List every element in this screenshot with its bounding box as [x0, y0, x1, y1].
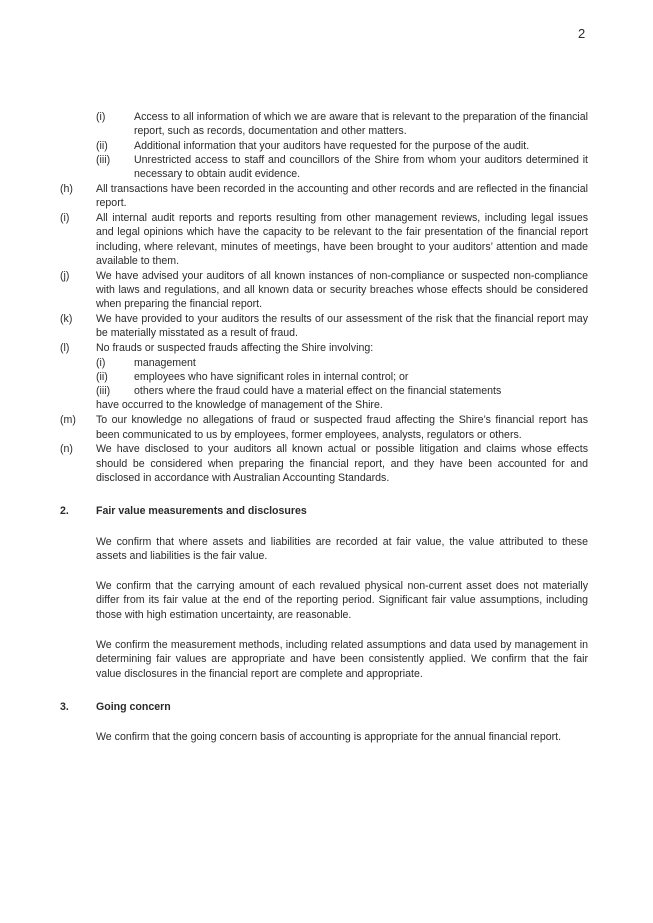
section-number: 2.	[60, 505, 69, 518]
subitem-number: (i)	[96, 356, 106, 369]
item-text: To our knowledge no allegations of fraud or suspected fraud affecting the Shire’s financial report has been communicated to us by employees, former employees, analysts, regulators or others.	[96, 414, 588, 441]
section-heading-fair-value	[60, 504, 588, 518]
subitem	[96, 356, 588, 370]
subitem-text: employees who have significant roles in internal control; or	[134, 370, 409, 383]
subitem-number: (i)	[96, 111, 106, 123]
item-tail-text: have occurred to the knowledge of management of the Shire.	[96, 399, 383, 412]
list-item-m	[60, 413, 588, 442]
item-text: We have disclosed to your auditors all known actual or possible litigation and claims whose effects should be considered when preparing the financial report, and they have been accounted for and disclosed in accordance with Australian Accounting Standards.	[96, 443, 588, 484]
section-title: Going concern	[96, 700, 171, 713]
subitem	[96, 139, 588, 153]
section-number: 3.	[60, 700, 69, 713]
item-label: (k)	[60, 313, 73, 326]
subitem	[96, 384, 588, 398]
item-text: All internal audit reports and reports resulting from other management reviews, including legal issues and legal opinions which have the capacity to be relevant to the fair presentation of the financial report including, where relevant, minutes of meetings, have been brought to your auditors’ attention and made available to them.	[96, 212, 588, 267]
item-text: No frauds or suspected frauds affecting the Shire involving:	[96, 342, 374, 355]
paragraph: We confirm that the carrying amount of each revalued physical non-current asset does not materially differ from its fair value at the end of the reporting period. Significant fair value assumptions, including those with high estimation uncertainty, are reasonable.	[96, 580, 588, 621]
item-label: (h)	[60, 182, 73, 195]
item-label: (j)	[60, 269, 70, 282]
subitem-text: Additional information that your auditors have requested for the purpose of the audit.	[134, 139, 530, 152]
subitem-number: (iii)	[96, 153, 111, 166]
subitem-number: (iii)	[96, 385, 111, 398]
subitem	[96, 153, 588, 182]
item-text: All transactions have been recorded in the accounting and other records and are reflected in the financial report.	[96, 182, 588, 210]
document-body	[60, 110, 588, 744]
section-title: Fair value measurements and disclosures	[96, 505, 307, 518]
subitem-text: management	[134, 356, 196, 369]
list-item-l	[60, 341, 588, 412]
subitem-text: Access to all information of which we are aware that is relevant to the preparation of the financial report, such as records, documentation and other matters.	[134, 111, 588, 138]
list-item-j	[60, 269, 588, 312]
item-label: (m)	[60, 414, 76, 427]
item-text: We have provided to your auditors the results of our assessment of the risk that the financial report may be materially misstated as a result of fraud.	[96, 313, 588, 340]
subitem-number: (ii)	[96, 139, 108, 152]
subitem-text: others where the fraud could have a material effect on the financial statements	[134, 385, 502, 398]
list-item-n	[60, 442, 588, 485]
item-label: (i)	[60, 212, 70, 225]
subitem-text: Unrestricted access to staff and councillors of the Shire from whom your auditors determined it necessary to obtain audit evidence.	[134, 153, 588, 181]
paragraph: We confirm the measurement methods, including related assumptions and data used by management in determining fair values are appropriate and have been consistently applied. We confirm that the fair value disclosures in the financial report are complete and appropriate.	[96, 639, 588, 680]
paragraph: We confirm that where assets and liabilities are recorded at fair value, the value attributed to these assets and liabilities is the fair value.	[96, 535, 588, 562]
subitem	[96, 370, 588, 384]
section-heading-going-concern	[60, 700, 588, 714]
item-label: (n)	[60, 443, 73, 456]
item-text: We have advised your auditors of all known instances of non-compliance or suspected non-compliance with laws and regulations, and all known data or security breaches whose effects should be considered when preparing the financial report.	[96, 269, 588, 311]
intro-subitem-list	[60, 110, 588, 181]
list-item-h	[60, 182, 588, 211]
subitem	[96, 110, 588, 139]
page-number: 2	[578, 26, 586, 41]
list-item-k	[60, 312, 588, 341]
list-item-i	[60, 211, 588, 268]
item-label: (l)	[60, 342, 70, 355]
subitem-number: (ii)	[96, 370, 108, 383]
subitem-list	[96, 356, 588, 399]
paragraph: We confirm that the going concern basis of accounting is appropriate for the annual financial report.	[96, 731, 562, 744]
